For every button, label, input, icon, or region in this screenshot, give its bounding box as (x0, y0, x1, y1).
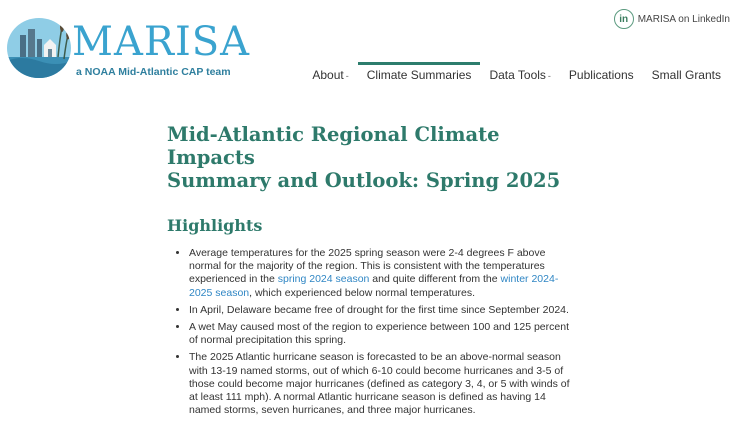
logo-tagline: a NOAA Mid-Atlantic CAP team (76, 66, 231, 78)
chevron-down-icon: - (547, 71, 551, 81)
linkedin-link[interactable] (614, 9, 730, 29)
winter-2024-2025-link[interactable]: winter 2024-2025 season (189, 273, 559, 299)
chevron-down-icon: - (345, 71, 349, 81)
list-item (189, 247, 577, 300)
logo-title: MARISA (72, 19, 251, 65)
nav-item-label: About (312, 68, 344, 82)
spring-2024-link[interactable]: spring 2024 season (277, 273, 370, 286)
bullet-text: , which experienced below normal temperatures. (249, 286, 476, 299)
page-title-line1: Mid-Atlantic Regional Climate Impacts (167, 123, 500, 169)
main-nav (303, 62, 730, 88)
linkedin-icon: in (614, 9, 634, 29)
page-title-line2: Summary and Outlook: Spring 2025 (167, 169, 561, 192)
bullet-text: and quite different from the (369, 273, 501, 286)
linkedin-label: MARISA on LinkedIn (637, 13, 730, 25)
nav-item-label: Publications (568, 68, 634, 82)
nav-item-label: Data Tools (489, 68, 546, 82)
nav-item-climate-summaries[interactable] (358, 62, 481, 88)
nav-item-small-grants[interactable] (643, 62, 730, 88)
list-item: • The 2025 Atlantic hurricane season is forecasted to be an above-normal season with 13-19 named storms, out of which 6-10 could become hurricanes and 3-5 of those could become major hurricanes (defined as category 3, 4, or 5 with winds of at least 111 mph). A normal Atlantic hurricane season is defined as having 14 named storms, seven hurricanes, and three major hurricanes. (189, 351, 577, 417)
nav-item-data-tools[interactable] (480, 62, 559, 88)
highlights-list (189, 247, 577, 417)
nav-item-label: Small Grants (651, 68, 721, 82)
bullet-text: Average temperatures for the 2025 spring season were 2-4 degrees F above normal for the majority of the region. This is consistent with the temperatures experienced in the (189, 247, 546, 286)
highlights-heading: Highlights (167, 216, 263, 235)
main-content (167, 123, 577, 421)
site-logo[interactable] (6, 14, 266, 84)
list-item: • In April, Delaware became free of drought for the first time since September 2024. (189, 304, 577, 317)
list-item: • A wet May caused most of the region to experience between 100 and 125 percent of normal precipitation this spring. (189, 321, 577, 347)
nav-item-label: Climate Summaries (366, 68, 472, 82)
page-title (167, 123, 577, 192)
nav-item-publications[interactable] (560, 62, 643, 88)
nav-item-about[interactable] (303, 62, 357, 88)
site-header (0, 0, 742, 100)
logo-emblem-icon (6, 17, 72, 79)
